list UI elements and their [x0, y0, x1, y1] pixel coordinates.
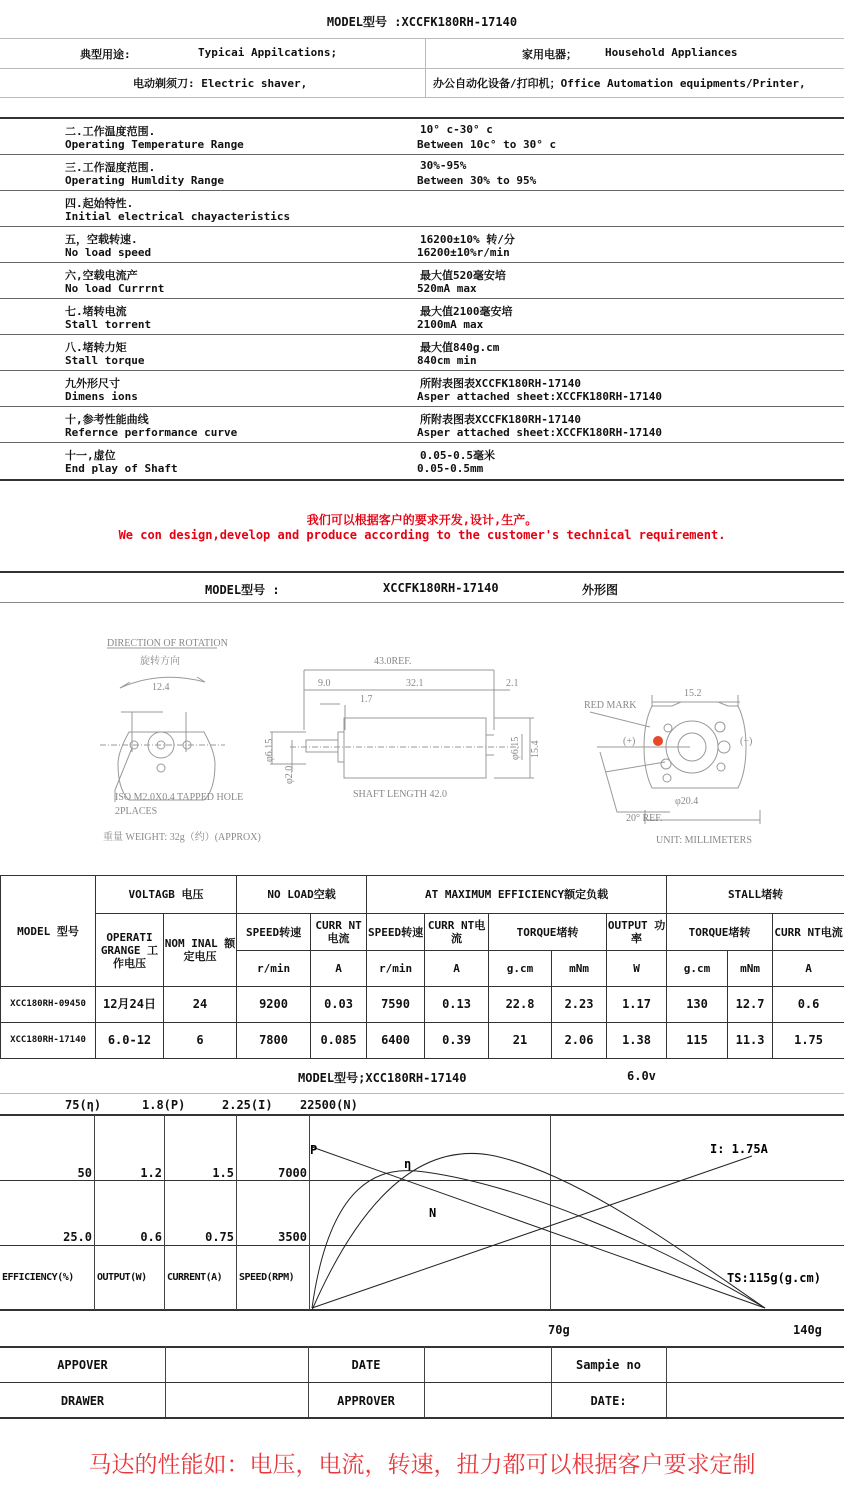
- x-tick-70g: 70g: [548, 1323, 570, 1337]
- signoff-row-divider: [0, 1382, 844, 1383]
- red-mark-label: RED MARK: [584, 700, 637, 711]
- table-cell: 0.39: [425, 1023, 489, 1059]
- dim-9: 9.0: [318, 678, 331, 689]
- dim-32-1: 32.1: [406, 678, 424, 689]
- table-cell: 7800: [237, 1023, 311, 1059]
- spec-value-cn: 所附表图表XCCFK180RH-17140: [420, 413, 581, 426]
- col-eff-output: OUTPUT 功率: [607, 914, 667, 951]
- table-cell: 1.38: [607, 1023, 667, 1059]
- signoff-divider: [308, 1346, 309, 1382]
- max-output: 1.8(P): [142, 1098, 186, 1112]
- dim-6-15b: φ6.15: [510, 736, 521, 760]
- spec-value-en: 520mA max: [417, 282, 477, 295]
- applications-cn: 典型用途:: [80, 48, 131, 61]
- table-cell: 22.8: [489, 987, 552, 1023]
- drawing-model: XCCFK180RH-17140: [383, 581, 499, 595]
- spec-label-cn: 十一,虚位: [65, 449, 116, 462]
- signoff-divider: [308, 1382, 309, 1418]
- col-stall-current: CURR NT电流: [773, 914, 844, 951]
- dim-20-4: φ20.4: [675, 796, 699, 807]
- col-eff-current: CURR NT电流: [425, 914, 489, 951]
- label-current-max: I: 1.75A: [710, 1142, 768, 1156]
- col-eff-speed: SPEED转速: [367, 914, 425, 951]
- col-noload-current: CURR NT电流: [311, 914, 367, 951]
- table-cell: 0.6: [773, 987, 844, 1023]
- spec-value-en: 2100mA max: [417, 318, 484, 331]
- dim-direction-cn: 旋转方向: [140, 656, 180, 667]
- doc-title: MODEL型号 :XCCFK180RH-17140: [326, 15, 518, 29]
- ref-20: 20° REF.: [626, 813, 663, 824]
- unit-cell: r/min: [367, 951, 425, 987]
- label-eta: η: [404, 1157, 412, 1171]
- shaft-length: SHAFT LENGTH 42.0: [353, 789, 447, 800]
- table-cell: 9200: [237, 987, 311, 1023]
- unit-cell: A: [425, 951, 489, 987]
- spec-label-en: Operating Temperature Range: [65, 138, 244, 151]
- spec-value-cn: 最大值840g.cm: [420, 341, 500, 354]
- signoff-divider: [424, 1346, 425, 1382]
- unit-cell: mNm: [552, 951, 607, 987]
- y-tick-low: 0.75: [205, 1230, 234, 1244]
- y-tick-low: 0.6: [140, 1230, 162, 1244]
- app-household-cn: 家用电器；: [522, 48, 577, 61]
- label-stall-torque: TS:115g(g.cm): [727, 1271, 821, 1285]
- dim-2-1: 2.1: [506, 678, 519, 689]
- table-cell: 0.13: [425, 987, 489, 1023]
- spec-value-en: Asper attached sheet:XCCFK180RH-17140: [417, 390, 663, 403]
- spec-label-cn: 九外形尺寸: [65, 377, 120, 390]
- max-speed: 22500(N): [300, 1098, 358, 1112]
- max-current: 2.25(I): [222, 1098, 273, 1112]
- axis-name: OUTPUT(W): [97, 1272, 147, 1283]
- unit-note: UNIT: MILLIMETERS: [656, 835, 752, 846]
- places-note: 2PLACES: [115, 806, 158, 817]
- label-p: P: [310, 1143, 318, 1157]
- applications-en: Typicai Appilcations;: [198, 46, 338, 59]
- col-stall-torque: TORQUE堵转: [667, 914, 773, 951]
- table-cell: 6400: [367, 1023, 425, 1059]
- spec-label-en: No load Currrnt: [65, 282, 165, 295]
- spec-label-cn: 八.堵转力矩: [65, 341, 127, 354]
- spec-label-en: Refernce performance curve: [65, 426, 238, 439]
- drawing-title: 外形图: [582, 583, 619, 597]
- table-cell: 0.085: [311, 1023, 367, 1059]
- axis-name: CURRENT(A): [167, 1272, 223, 1283]
- table-cell: 0.03: [311, 987, 367, 1023]
- spec-value-en: Between 30% to 95%: [417, 174, 537, 187]
- weight-note: 重量 WEIGHT: 32g（约）(APPROX): [103, 832, 261, 843]
- spec-label-en: Dimens ions: [65, 390, 138, 403]
- spec-value-cn: 10° c-30° c: [420, 123, 493, 136]
- y-tick-mid: 7000: [278, 1166, 307, 1180]
- drawing-model-label: MODEL型号 :: [205, 583, 280, 597]
- footer-note: 马达的性能如：电压，电流，转速，扭力都可以根据客户要求定制: [88, 1452, 756, 1478]
- col-stall: STALL堵转: [667, 876, 844, 914]
- y-tick-low: 25.0: [63, 1230, 92, 1244]
- dim-1-7: 1.7: [360, 694, 373, 705]
- x-tick-140g: 140g: [793, 1323, 822, 1337]
- signoff-divider: [165, 1382, 166, 1418]
- table-cell: 115: [667, 1023, 728, 1059]
- dim-2-0: φ2.0: [284, 765, 295, 784]
- table-cell: 6: [164, 1023, 237, 1059]
- signoff-cell: DATE:: [590, 1394, 627, 1408]
- axis-name: EFFICIENCY(%): [2, 1272, 74, 1283]
- notice-cn: 我们可以根据客户的要求开发,设计,生产。: [306, 513, 538, 527]
- signoff-cell: APPROVER: [337, 1394, 395, 1408]
- spec-label-cn: 四.起始特性.: [65, 197, 134, 210]
- unit-cell: g.cm: [667, 951, 728, 987]
- spec-label-cn: 七.堵转电流: [65, 305, 127, 318]
- unit-cell: A: [773, 951, 844, 987]
- table-cell: 1.17: [607, 987, 667, 1023]
- signoff-divider: [551, 1382, 552, 1418]
- app-office: 办公自动化设备/打印机；Office Automation equipments/Printer,: [433, 77, 806, 90]
- col-model: MODEL 型号: [1, 876, 96, 987]
- spec-label-cn: 六,空载电流产: [65, 269, 138, 282]
- perf-model: MODEL型号;XCC180RH-17140: [298, 1071, 467, 1085]
- current-line: [312, 1156, 752, 1308]
- spec-label-cn: 五，空载转速.: [65, 233, 138, 246]
- signoff-divider: [424, 1382, 425, 1418]
- col-noload-speed: SPEED转速: [237, 914, 311, 951]
- dim-6-15a: φ6.15: [264, 738, 275, 762]
- y-tick-mid: 1.2: [140, 1166, 162, 1180]
- efficiency-curve: [312, 1171, 765, 1308]
- col-nominal: NOM INAL 额定电压: [164, 914, 237, 987]
- signoff-divider: [666, 1382, 667, 1418]
- signoff-divider: [165, 1346, 166, 1382]
- spec-label-cn: 十,参考性能曲线: [65, 413, 149, 426]
- spec-label-en: Operating Humldity Range: [65, 174, 224, 187]
- table-cell: XCC180RH-17140: [1, 1023, 96, 1059]
- unit-cell: g.cm: [489, 951, 552, 987]
- spec-value-cn: 最大值520毫安培: [420, 269, 506, 282]
- dim-43: 43.0REF.: [374, 656, 412, 667]
- app-shaver: 电动剃须刀: Electric shaver,: [133, 77, 308, 90]
- unit-cell: mNm: [728, 951, 773, 987]
- col-max-efficiency: AT MAXIMUM EFFICIENCY额定负载: [367, 876, 667, 914]
- y-tick-low: 3500: [278, 1230, 307, 1244]
- spec-label-en: Initial electrical chayacteristics: [65, 210, 291, 223]
- col-voltage: VOLTAGB 电压: [96, 876, 237, 914]
- spec-value-en: Between 10c° to 30° c: [417, 138, 557, 151]
- dim-15-4: 15.4: [530, 740, 541, 758]
- table-cell: 130: [667, 987, 728, 1023]
- table-cell: 6.0-12: [96, 1023, 164, 1059]
- y-tick-mid: 50: [77, 1166, 92, 1180]
- notice-en: We con design,develop and produce according to the customer's technical requirement.: [118, 528, 726, 542]
- speed-line: [312, 1147, 765, 1308]
- table-cell: 21: [489, 1023, 552, 1059]
- spec-label-cn: 三.工作湿度范围.: [65, 161, 156, 174]
- table-cell: 7590: [367, 987, 425, 1023]
- axis-name: SPEED(RPM): [239, 1272, 295, 1283]
- terminal-minus: (−): [740, 736, 753, 747]
- terminal-plus: (+): [623, 736, 636, 747]
- table-cell: 1.75: [773, 1023, 844, 1059]
- col-eff-torque: TORQUE堵转: [489, 914, 607, 951]
- dim-15-2: 15.2: [684, 688, 702, 699]
- signoff-divider: [551, 1346, 552, 1382]
- signoff-cell: Sampie no: [575, 1358, 642, 1372]
- output-curve: [312, 1153, 765, 1310]
- col-operating-range: OPERATI GRANGE 工作电压: [96, 914, 164, 987]
- table-cell: 2.06: [552, 1023, 607, 1059]
- spec-value-en: 16200±10%r/min: [417, 246, 510, 259]
- table-cell: 12月24日: [96, 987, 164, 1023]
- y-tick-mid: 1.5: [212, 1166, 234, 1180]
- table-cell: 2.23: [552, 987, 607, 1023]
- unit-cell: r/min: [237, 951, 311, 987]
- spec-value-cn: 最大值2100毫安培: [420, 305, 513, 318]
- spec-label-en: End play of Shaft: [65, 462, 178, 475]
- spec-value-cn: 16200±10% 转/分: [420, 233, 515, 246]
- spec-value-en: 0.05-0.5mm: [417, 462, 484, 475]
- spec-value-en: 840cm min: [417, 354, 477, 367]
- dim-12-4: 12.4: [152, 682, 170, 693]
- app-household-en: Household Appliances: [605, 46, 738, 59]
- signoff-cell: DRAWER: [60, 1394, 105, 1408]
- dim-direction-en: DIRECTION OF ROTATION: [107, 638, 228, 649]
- table-cell: 12.7: [728, 987, 773, 1023]
- signoff-divider: [666, 1346, 667, 1382]
- unit-cell: A: [311, 951, 367, 987]
- spec-value-en: Asper attached sheet:XCCFK180RH-17140: [417, 426, 663, 439]
- tapped-hole-note: ISO M2.0X0.4 TAPPED HOLE: [115, 792, 244, 803]
- spec-value-cn: 30%-95%: [420, 159, 467, 172]
- label-n: N: [429, 1206, 437, 1220]
- table-cell: 11.3: [728, 1023, 773, 1059]
- signoff-cell: DATE: [351, 1358, 381, 1372]
- spec-label-en: No load speed: [65, 246, 152, 259]
- spec-label-en: Stall torrent: [65, 318, 152, 331]
- spec-label-cn: 二.工作温度范围.: [65, 125, 156, 138]
- spec-label-en: Stall torque: [65, 354, 145, 367]
- col-noload: NO LOAD空载: [237, 876, 367, 914]
- signoff-cell: APPOVER: [57, 1358, 108, 1372]
- perf-voltage: 6.0v: [627, 1069, 656, 1083]
- spec-value-cn: 0.05-0.5毫米: [420, 449, 495, 462]
- unit-cell: W: [607, 951, 667, 987]
- table-cell: XCC180RH-09450: [1, 987, 96, 1023]
- spec-value-cn: 所附表图表XCCFK180RH-17140: [420, 377, 581, 390]
- max-efficiency: 75(η): [65, 1098, 102, 1112]
- table-cell: 24: [164, 987, 237, 1023]
